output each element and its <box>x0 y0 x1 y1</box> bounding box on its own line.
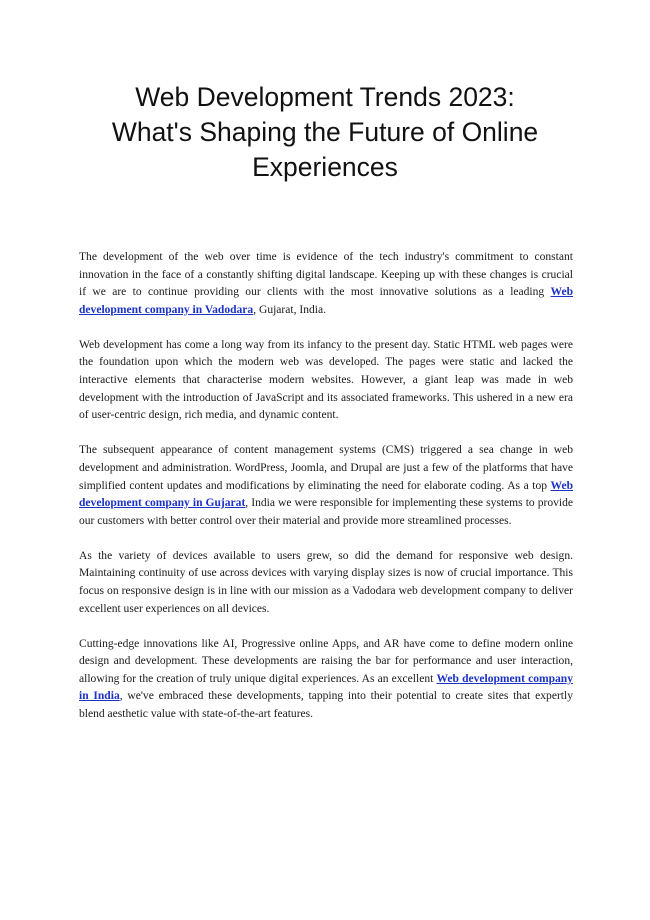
article-body <box>79 249 573 741</box>
page-title <box>60 80 590 185</box>
title-line: What's Shaping the Future of Online <box>111 117 539 147</box>
india-company-link[interactable]: Web development company in India <box>79 672 573 703</box>
paragraph-responsive <box>79 548 573 618</box>
paragraph-text: The development of the web over time is evidence of the tech industry's commitment to constant innovation in the face of a constantly shifting digital landscape. Keeping up with these changes is crucial if we are to continue providing our clients with the most innovative solutions as a leading <box>79 251 573 299</box>
paragraph-cms <box>79 442 573 530</box>
paragraph-text: , we've embraced these developments, tapping into their potential to create sites that expertly blend aesthetic value with state-of-the-art features. <box>79 690 573 721</box>
vadodara-company-link[interactable]: Web development company in Vadodara <box>79 286 573 316</box>
title-line: Web Development Trends 2023: <box>135 82 515 112</box>
paragraph-innovations <box>79 636 573 724</box>
title-line: Experiences <box>252 152 398 182</box>
paragraph-text: Web development has come a long way from its infancy to the present day. Static HTML web pages were the foundation upon which the modern web was developed. The pages were static and lacked the interactive elements that characterise modern websites. However, a giant leap was made in web development with the introduction of JavaScript and its associated frameworks. This ushered in a new era of user-centric design, rich media, and dynamic content. <box>79 338 573 422</box>
paragraph-text: Cutting-edge innovations like AI, Progressive online Apps, and AR have come to define modern online design and development. These developments are raising the bar for performance and user interaction, allowing for the creation of truly unique digital experiences. As an excellent <box>79 637 573 685</box>
paragraph-history <box>79 337 573 425</box>
paragraph-intro <box>79 249 573 319</box>
paragraph-text: , India we were responsible for implementing these systems to provide our customers with better control over their material and provide more streamlined processes. <box>79 497 573 527</box>
paragraph-text: , Gujarat, India. <box>253 303 326 316</box>
paragraph-text: As the variety of devices available to users grew, so did the demand for responsive web design. Maintaining continuity of use across devices with varying display sizes is now of crucial importance. This focus on responsive design is in line with our mission as a Vadodara web development company to deliver excellent user experiences on all devices. <box>79 549 573 615</box>
gujarat-company-link[interactable]: Web development company in Gujarat <box>79 479 573 510</box>
paragraph-text: The subsequent appearance of content management systems (CMS) triggered a sea change in web development and administration. WordPress, Joomla, and Drupal are just a few of the platforms that have simplified content updates and modifications by eliminating the need for elaborate coding. As a top <box>79 444 573 492</box>
